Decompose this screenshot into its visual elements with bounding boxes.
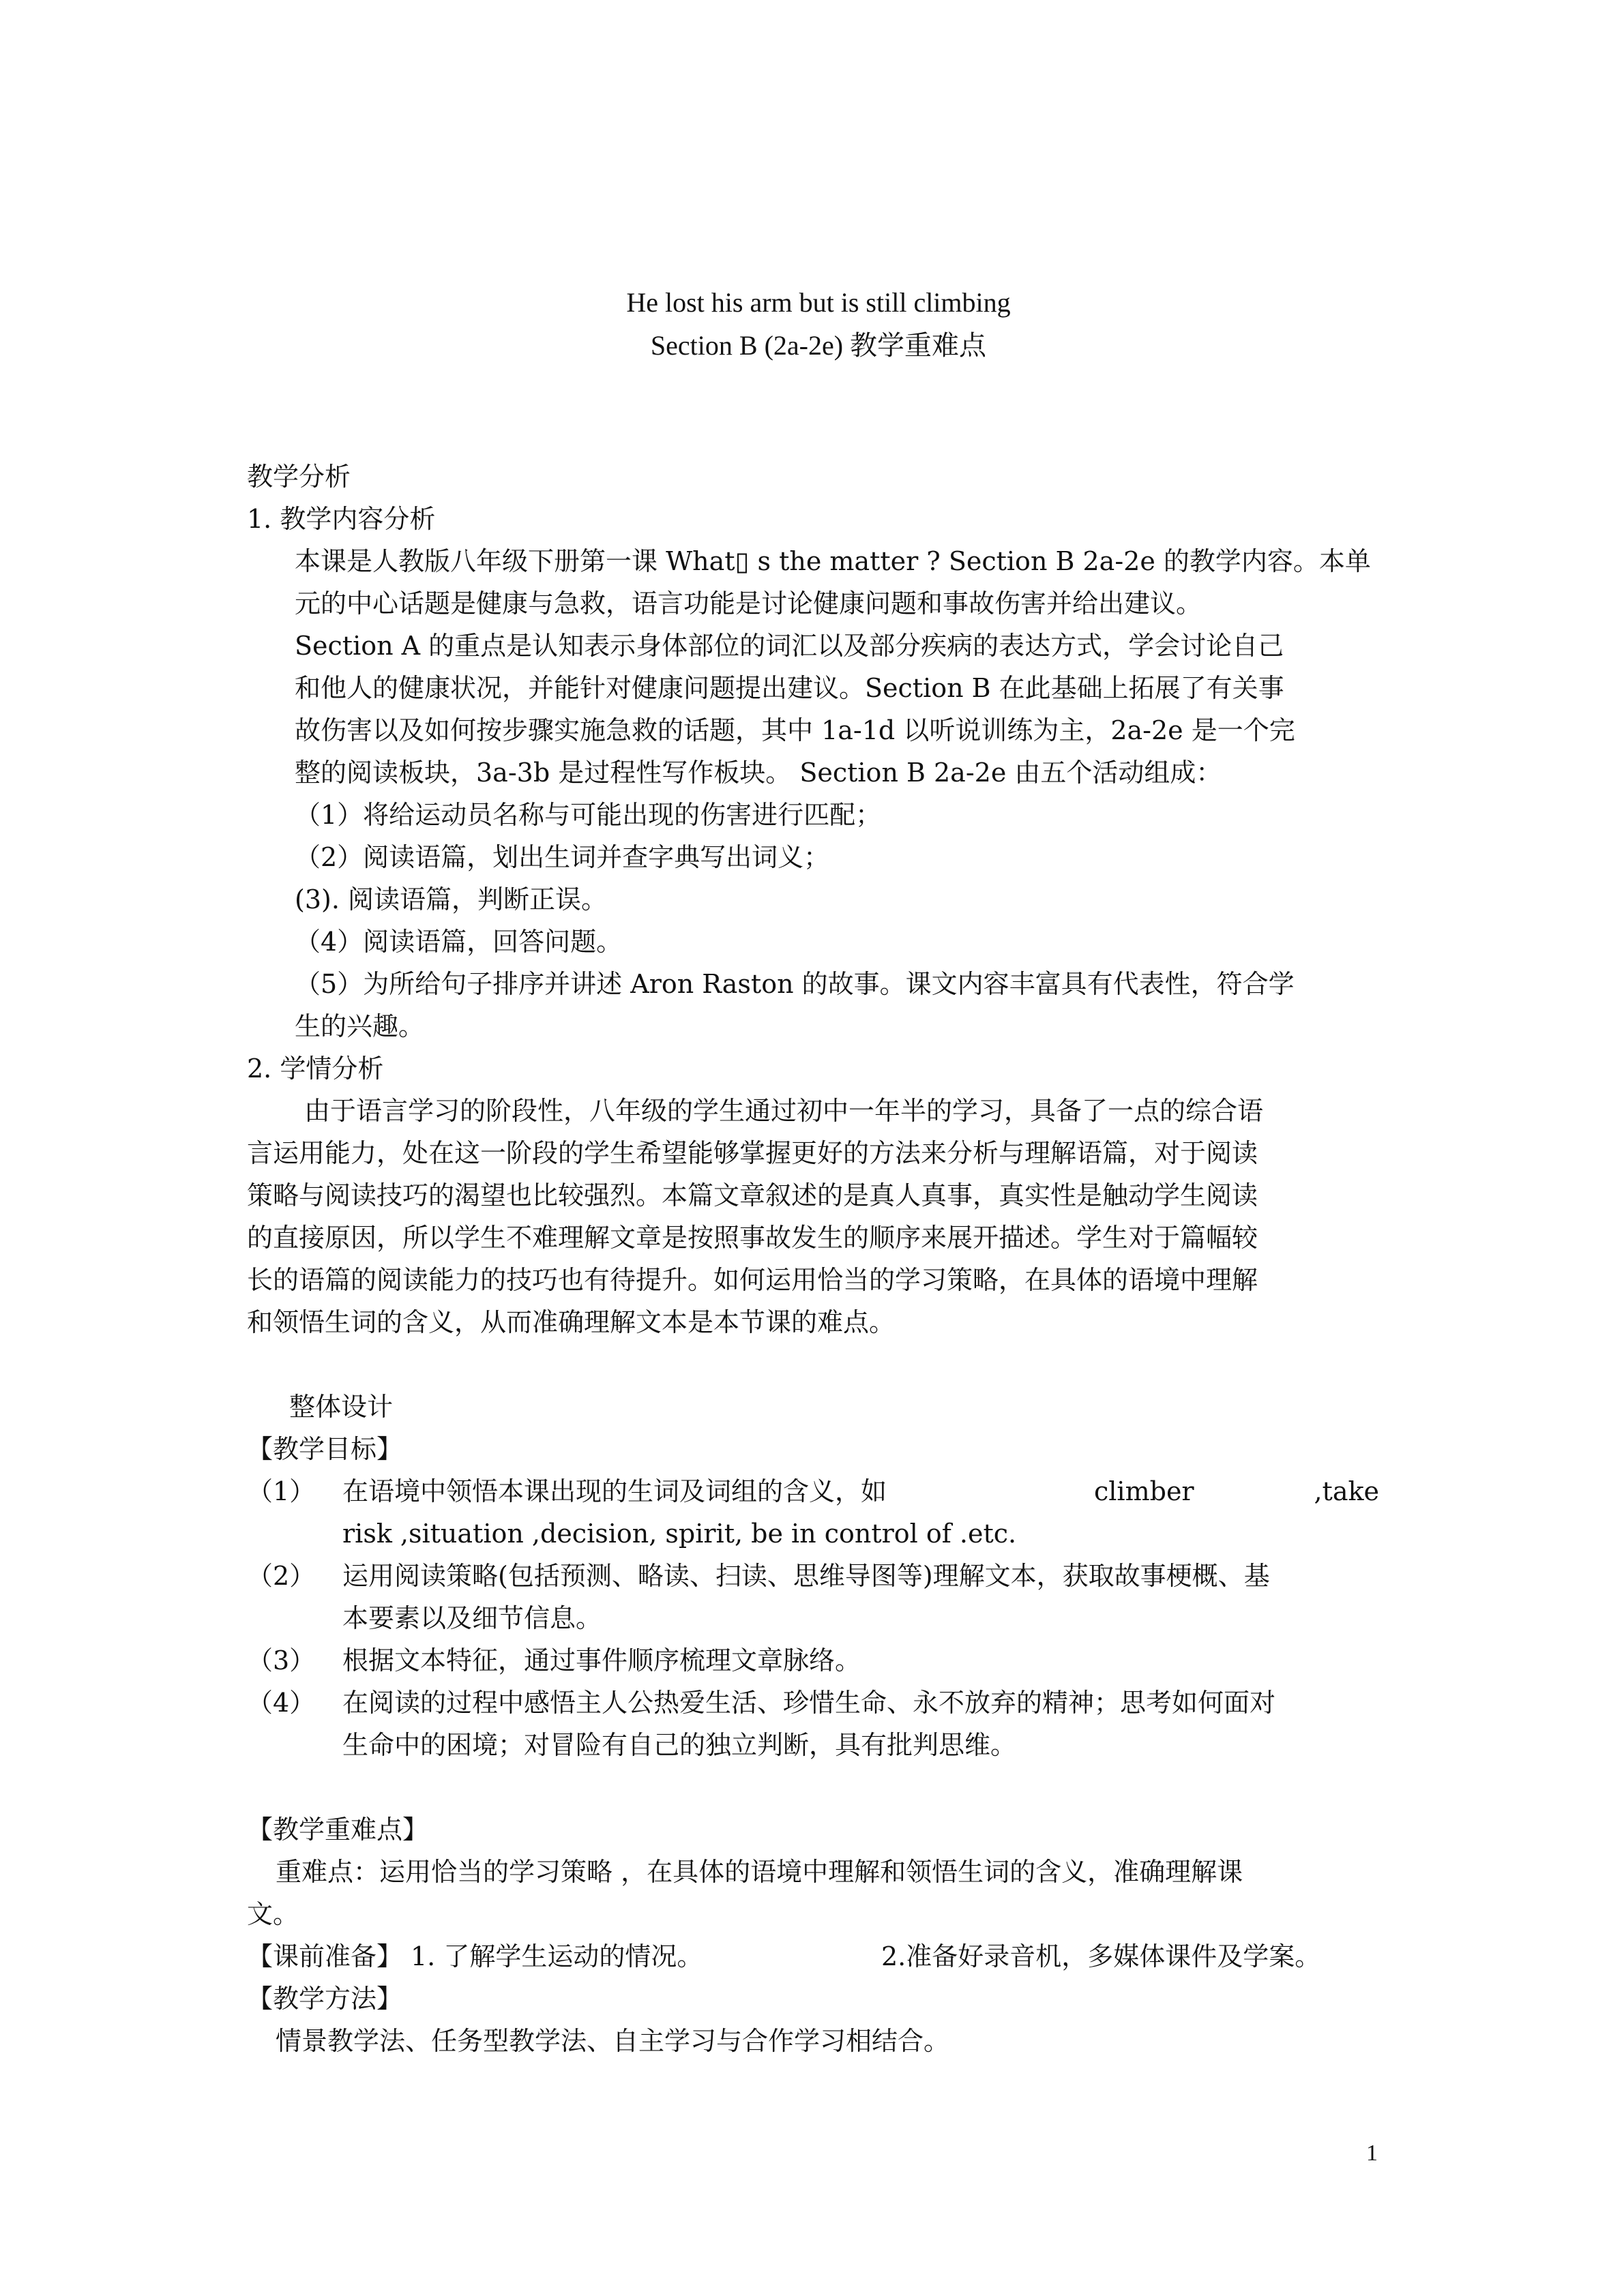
- goal-text: 根据文本特征，通过事件顺序梳理文章脉络。: [342, 1645, 861, 1675]
- subsection-heading-content: 1. 教学内容分析: [247, 504, 436, 534]
- methods-heading: 【教学方法】: [247, 1984, 403, 2014]
- activity-item: （4）阅读语篇，回答问题。: [295, 927, 623, 957]
- activity-item: (3). 阅读语篇，判断正误。: [295, 884, 607, 914]
- goal-item: [247, 1470, 1379, 1512]
- preparation-label: 【课前准备】: [247, 1941, 403, 1971]
- goal-number: （3）: [247, 1645, 316, 1675]
- paragraph-line: Section A 的重点是认知表示身体部位的词汇以及部分疾病的表达方式，学会讨论自己: [295, 631, 1284, 661]
- activity-item-continued: 生的兴趣。: [295, 1011, 425, 1041]
- goal-text: 在语境中领悟本课出现的生词及词组的含义，如: [342, 1476, 887, 1506]
- paragraph-line: 故伤害以及如何按步骤实施急救的话题，其中 1a-1d 以听说训练为主，2a-2e 是一个完: [295, 715, 1295, 745]
- paragraph-line: 整的阅读板块，3a-3b 是过程性写作板块。 Section B 2a-2e 由五个活动组成：: [295, 758, 1222, 788]
- paragraph-line: 元的中心话题是健康与急救，语言功能是讨论健康问题和事故伤害并给出建议。: [295, 588, 1202, 618]
- key-points-heading: 【教学重难点】: [247, 1815, 429, 1845]
- document-title: He lost his arm but is still climbing: [626, 287, 1011, 318]
- goal-text: 在阅读的过程中感悟主人公热爱生活、珍惜生命、永不放弃的精神；思考如何面对: [342, 1688, 1276, 1718]
- paragraph-line: 长的语篇的阅读能力的技巧也有待提升。如何运用恰当的学习策略，在具体的语境中理解: [247, 1265, 1258, 1295]
- activity-item: （5）为所给句子排序并讲述 Aron Raston 的故事。课文内容丰富具有代表性，符合学: [295, 969, 1295, 999]
- preparation-line: [247, 1935, 1379, 1978]
- goal-number: （4）: [247, 1688, 316, 1718]
- goal-term: climber: [1094, 1476, 1194, 1506]
- activity-item: （1）将给运动员名称与可能出现的伤害进行匹配；: [295, 800, 882, 830]
- goals-heading: 【教学目标】: [247, 1434, 403, 1464]
- methods-text: 情景教学法、任务型教学法、自主学习与合作学习相结合。: [276, 2026, 950, 2056]
- preparation-item: 2.准备好录音机，多媒体课件及学案。: [881, 1941, 1321, 1971]
- preparation-item: 1. 了解学生运动的情况。: [411, 1941, 703, 1971]
- document-subtitle: Section B (2a-2e) 教学重难点: [650, 330, 987, 361]
- document-body: [247, 456, 1379, 2062]
- paragraph-line: 和领悟生词的含义，从而准确理解文本是本节课的难点。: [247, 1307, 896, 1337]
- goal-item: [247, 1639, 1379, 1682]
- key-points-text: 重难点：运用恰当的学习策略 ，在具体的语境中理解和领悟生词的含义，准确理解课: [276, 1857, 1243, 1887]
- paragraph-line: 和他人的健康状况，并能针对健康问题提出建议。Section B 在此基础上拓展了有关事: [295, 673, 1284, 703]
- paragraph-line: 由于语言学习的阶段性，八年级的学生通过初中一年半的学习，具备了一点的综合语: [304, 1096, 1264, 1126]
- subsection-heading-students: 2. 学情分析: [247, 1054, 384, 1084]
- goal-item: [247, 1682, 1379, 1724]
- section-heading-design: 整体设计: [289, 1392, 394, 1422]
- key-points-text-continued: 文。: [247, 1899, 299, 1929]
- activity-item: （2）阅读语篇，划出生词并查字典写出词义；: [295, 842, 830, 872]
- goal-item: [247, 1555, 1379, 1597]
- section-heading-analysis: 教学分析: [247, 462, 351, 492]
- goal-term: ,take: [1314, 1476, 1379, 1506]
- paragraph-line: 的直接原因，所以学生不难理解文章是按照事故发生的顺序来展开描述。学生对于篇幅较: [247, 1223, 1258, 1253]
- goal-number: （2）: [247, 1561, 316, 1591]
- page-number: 1: [1366, 2141, 1378, 2166]
- goal-number: （1）: [247, 1476, 316, 1506]
- paragraph-line: 言运用能力，处在这一阶段的学生希望能够掌握更好的方法来分析与理解语篇，对于阅读: [247, 1138, 1258, 1168]
- paragraph-line: 本课是人教版八年级下册第一课 What▯ s the matter ? Section B 2a-2e 的教学内容。本单: [295, 546, 1371, 576]
- goal-text: 运用阅读策略(包括预测、略读、扫读、思维导图等)理解文本，获取故事梗概、基: [342, 1561, 1270, 1591]
- paragraph-line: 策略与阅读技巧的渴望也比较强烈。本篇文章叙述的是真人真事，真实性是触动学生阅读: [247, 1180, 1258, 1210]
- goal-text-continued: risk ,situation ,decision, spirit, be in control of .etc.: [342, 1519, 1017, 1549]
- goal-text-continued: 本要素以及细节信息。: [342, 1603, 602, 1633]
- goal-text-continued: 生命中的困境；对冒险有自己的独立判断，具有批判思维。: [342, 1730, 1017, 1760]
